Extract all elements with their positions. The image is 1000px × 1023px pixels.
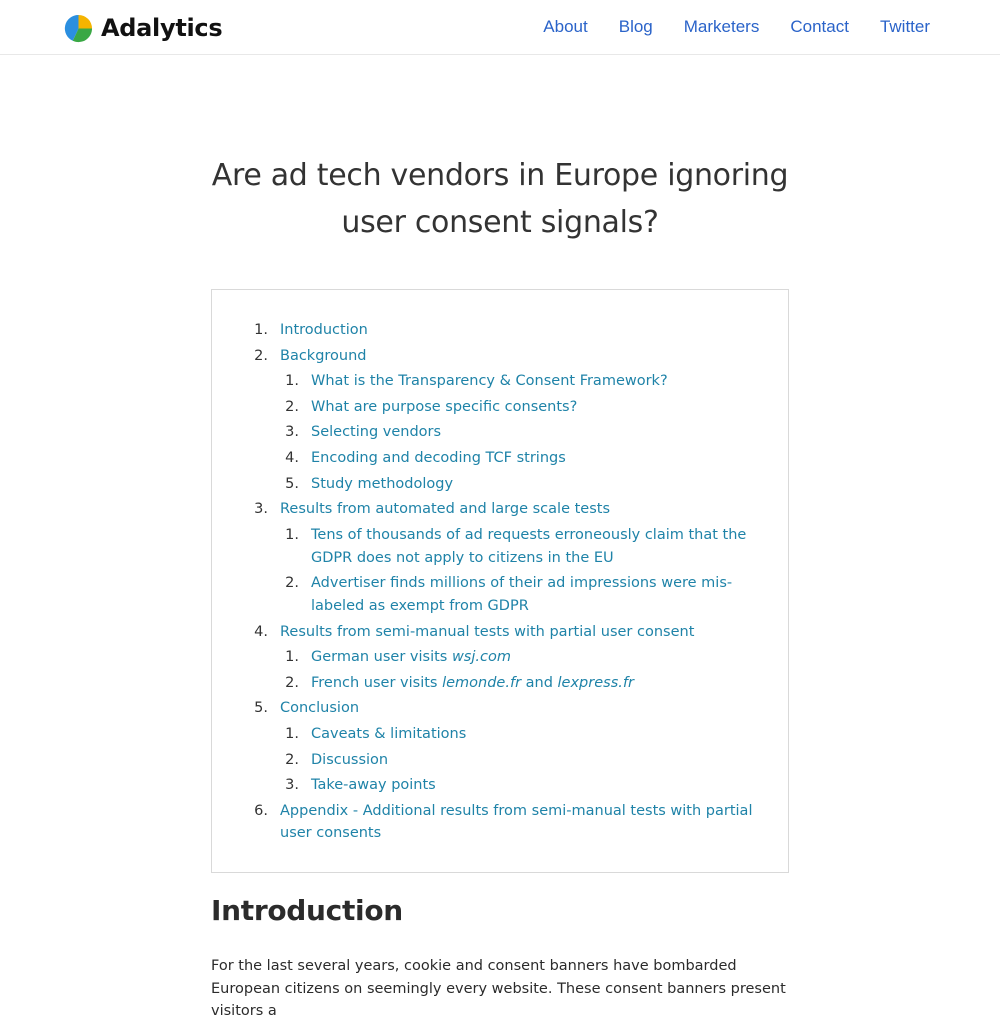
toc-subitem (212, 370, 788, 393)
toc-number: 2. (285, 575, 299, 592)
toc-number: 4. (254, 623, 268, 640)
toc-subitem (212, 447, 788, 470)
toc-item (212, 319, 788, 342)
toc-link-domain: lemonde.fr (442, 674, 522, 691)
toc-sublist (212, 646, 788, 694)
toc-item (212, 498, 788, 618)
nav-twitter[interactable]: Twitter (879, 17, 930, 36)
table-of-contents (211, 289, 789, 873)
toc-subitem (212, 396, 788, 419)
toc-number: 1. (285, 649, 299, 666)
toc-item (212, 800, 788, 846)
nav-marketers[interactable]: Marketers (683, 17, 760, 36)
toc-link-mislabeled-impressions[interactable]: Advertiser finds millions of their ad impressions were mis-labeled as exempt from GDPR (311, 575, 733, 614)
toc-link-appendix[interactable]: Appendix - Additional results from semi-manual tests with partial user consents (280, 802, 753, 842)
toc-list (212, 319, 788, 848)
toc-link-introduction[interactable]: Introduction (280, 322, 368, 338)
toc-number: 4. (285, 449, 299, 466)
toc-subitem (212, 572, 788, 618)
toc-link-text: French user visits (311, 674, 443, 691)
toc-number: 2. (254, 347, 268, 364)
toc-subitem (212, 524, 788, 570)
toc-link-background[interactable]: Background (280, 347, 367, 364)
toc-number: 2. (285, 751, 299, 768)
toc-link-semi-manual-results[interactable]: Results from semi-manual tests with partial user consent (280, 623, 695, 640)
toc-link-takeaways[interactable]: Take-away points (311, 777, 436, 794)
toc-link-tcf[interactable]: What is the Transparency & Consent Framework? (311, 373, 668, 390)
toc-link-discussion[interactable]: Discussion (311, 751, 389, 768)
toc-number: 3. (285, 424, 299, 441)
toc-number: 1. (285, 373, 299, 390)
toc-sublist (212, 524, 788, 618)
toc-number: 2. (285, 398, 299, 415)
toc-number: 6. (254, 802, 268, 819)
toc-item (212, 697, 788, 797)
pie-chart-logo-icon (64, 14, 93, 43)
toc-link-conclusion[interactable]: Conclusion (280, 700, 360, 717)
toc-number: 5. (285, 475, 299, 492)
toc-subitem (212, 749, 788, 772)
nav-contact[interactable]: Contact (790, 17, 849, 36)
toc-subitem (212, 774, 788, 797)
toc-link-domain: lexpress.fr (557, 674, 634, 691)
toc-link-domain: wsj.com (451, 649, 511, 666)
toc-number: 1. (285, 725, 299, 742)
page-title: Are ad tech vendors in Europe ignoring user consent signals? (211, 158, 789, 240)
brand-name: Adalytics (101, 14, 223, 42)
intro-paragraph: For the last several years, cookie and consent banners have bombarded European citizens on seemingly every website. These consent banners present visitors a (211, 958, 786, 1019)
toc-link-automated-results[interactable]: Results from automated and large scale tests (280, 501, 610, 518)
site-header (0, 0, 1000, 55)
main-nav (512, 16, 930, 38)
section-heading-introduction: Introduction (211, 894, 403, 927)
brand-logo-link[interactable] (64, 13, 222, 43)
toc-link-selecting-vendors[interactable]: Selecting vendors (311, 424, 442, 441)
toc-link-purpose-consents[interactable]: What are purpose specific consents? (311, 398, 578, 415)
toc-number: 5. (254, 700, 268, 717)
toc-subitem (212, 473, 788, 496)
nav-about[interactable]: About (543, 17, 588, 36)
toc-sublist (212, 723, 788, 797)
toc-number: 1. (285, 526, 299, 543)
toc-link-caveats[interactable]: Caveats & limitations (311, 725, 467, 742)
toc-item (212, 621, 788, 695)
toc-link-french-user[interactable] (299, 672, 759, 695)
toc-item (212, 345, 788, 496)
toc-link-german-user[interactable] (299, 646, 759, 669)
toc-sublist (212, 370, 788, 495)
toc-link-text: German user visits (311, 649, 452, 666)
toc-subitem (212, 723, 788, 746)
toc-subitem (212, 646, 788, 669)
nav-blog[interactable]: Blog (618, 17, 653, 36)
toc-subitem (212, 672, 788, 695)
toc-link-methodology[interactable]: Study methodology (311, 475, 454, 492)
toc-number: 3. (254, 501, 268, 518)
toc-link-text: and (521, 674, 558, 691)
toc-subitem (212, 421, 788, 444)
toc-number: 3. (285, 777, 299, 794)
toc-number: 1. (254, 322, 268, 338)
toc-link-tcf-strings[interactable]: Encoding and decoding TCF strings (311, 449, 566, 466)
toc-link-gdpr-not-apply[interactable]: Tens of thousands of ad requests erroneously claim that the GDPR does not apply to citizens in the EU (311, 526, 747, 566)
toc-number: 2. (285, 674, 299, 691)
